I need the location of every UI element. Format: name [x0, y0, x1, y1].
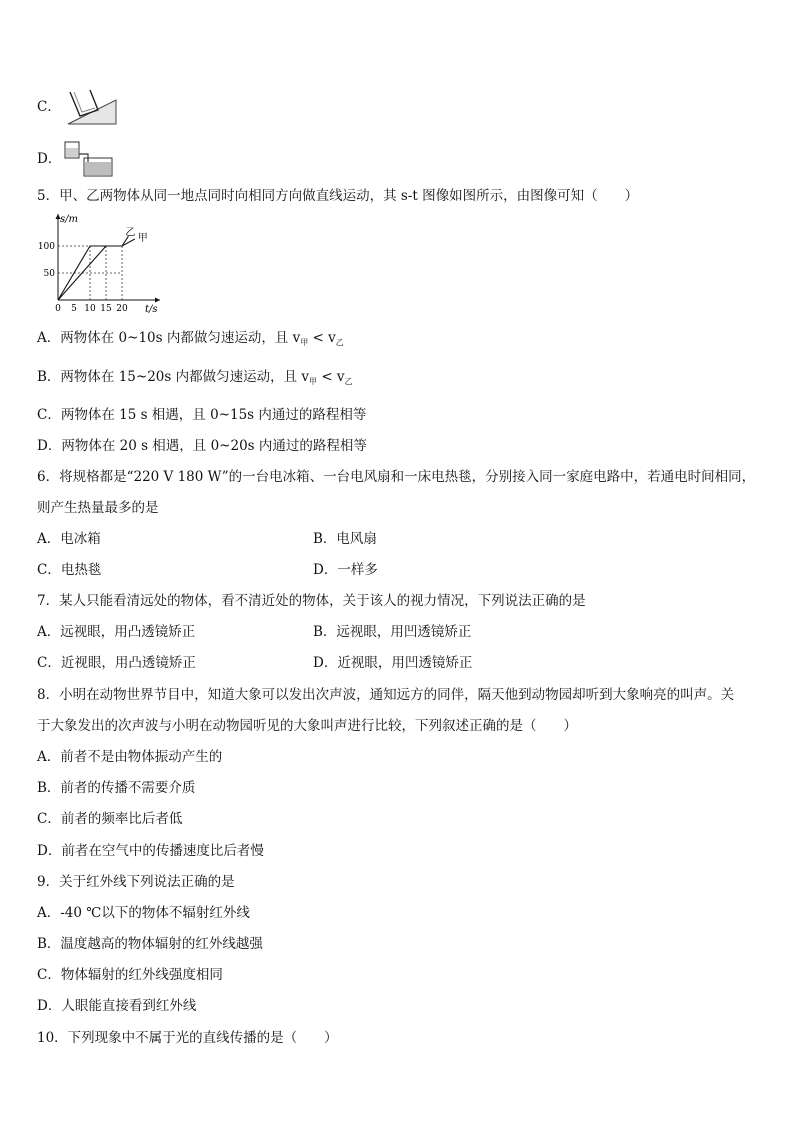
q5-stem: 5．甲、乙两物体从同一地点同时向相同方向做直线运动，其 s-t 图像如图所示，由图像可知（ ） [37, 188, 639, 204]
q9-option-d: D．人眼能直接看到红外线 [37, 998, 197, 1014]
series-line [58, 239, 135, 300]
q5-option-c: C．两物体在 15 s 相遇，且 0~15s 内通过的路程相等 [37, 407, 367, 423]
q8-option-d: D．前者在空气中的传播速度比后者慢 [37, 843, 264, 859]
q4-option-d-figure [62, 138, 118, 178]
q8-option-a: A．前者不是由物体振动产生的 [37, 749, 223, 765]
q5-option-d: D．两物体在 20 s 相遇，且 0~20s 内通过的路程相等 [37, 438, 367, 454]
q7-option-a: A．远视眼，用凸透镜矫正 [37, 624, 196, 640]
q8-option-c: C．前者的频率比后者低 [37, 811, 183, 827]
q6-stem-line1: 6．将规格都是“220 V 180 W”的一台电冰箱、一台电风扇和一床电热毯，分别接入同一家庭电路中，若通电时间相同， [37, 469, 756, 485]
series-label: 乙 [125, 227, 136, 239]
q5-option-a: A．两物体在 0~10s 内都做匀速运动，且 $v_甲 < v_乙$ [37, 330, 344, 347]
q6-option-d: D．一样多 [313, 562, 378, 578]
q9-option-a: A．-40 ℃以下的物体不辐射红外线 [37, 905, 250, 921]
q8-stem-line1: 8．小明在动物世界节目中，知道大象可以发出次声波，通知远方的同伴，隔天他到动物园却听到大象响亮的叫声。关 [37, 687, 735, 703]
q5-option-b: B．两物体在 15~20s 内都做匀速运动，且 $v_甲 < v_乙$ [37, 369, 353, 386]
q8-option-b: B．前者的传播不需要介质 [37, 780, 196, 796]
q4-option-c-figure [62, 88, 120, 128]
x-tick-label: 10 [84, 304, 96, 314]
q9-option-c: C．物体辐射的红外线强度相同 [37, 967, 223, 983]
q6-option-a: A．电冰箱 [37, 531, 101, 547]
q7-option-b: B．远视眼，用凹透镜矫正 [313, 624, 472, 640]
x-axis-label: t/s [145, 304, 158, 314]
y-tick-label: 50 [43, 269, 55, 279]
y-tick-label: 100 [38, 242, 55, 252]
q7-stem: 7．某人只能看清远处的物体，看不清近处的物体，关于该人的视力情况，下列说法正确的是 [37, 593, 586, 609]
x-tick-label: 0 [55, 304, 61, 314]
q7-option-c: C．近视眼，用凸透镜矫正 [37, 655, 196, 671]
q9-option-b: B．温度越高的物体辐射的红外线越强 [37, 936, 263, 952]
series-line [58, 236, 128, 300]
q6-option-b: B．电风扇 [313, 531, 377, 547]
series-label: 甲 [137, 232, 148, 244]
x-tick-label: 5 [71, 304, 77, 314]
q9-stem: 9．关于红外线下列说法正确的是 [37, 874, 235, 890]
q4-option-d-label: D． [37, 151, 62, 167]
x-axis-arrow [155, 298, 160, 303]
x-tick-label: 20 [116, 304, 128, 314]
y-axis-label: s/m [60, 214, 78, 225]
q6-option-c: C．电热毯 [37, 562, 102, 578]
q8-stem-line2: 于大象发出的次声波与小明在动物园听见的大象叫声进行比较，下列叙述正确的是（ ） [37, 718, 577, 734]
q6-stem-line2: 则产生热量最多的是 [37, 500, 159, 516]
q10-stem: 10．下列现象中不属于光的直线传播的是（ ） [37, 1030, 338, 1046]
q4-option-c-label: C． [37, 99, 61, 115]
q7-option-d: D．近视眼，用凹透镜矫正 [313, 655, 473, 671]
q5-s-t-graph [38, 210, 168, 314]
x-tick-label: 15 [100, 304, 112, 314]
